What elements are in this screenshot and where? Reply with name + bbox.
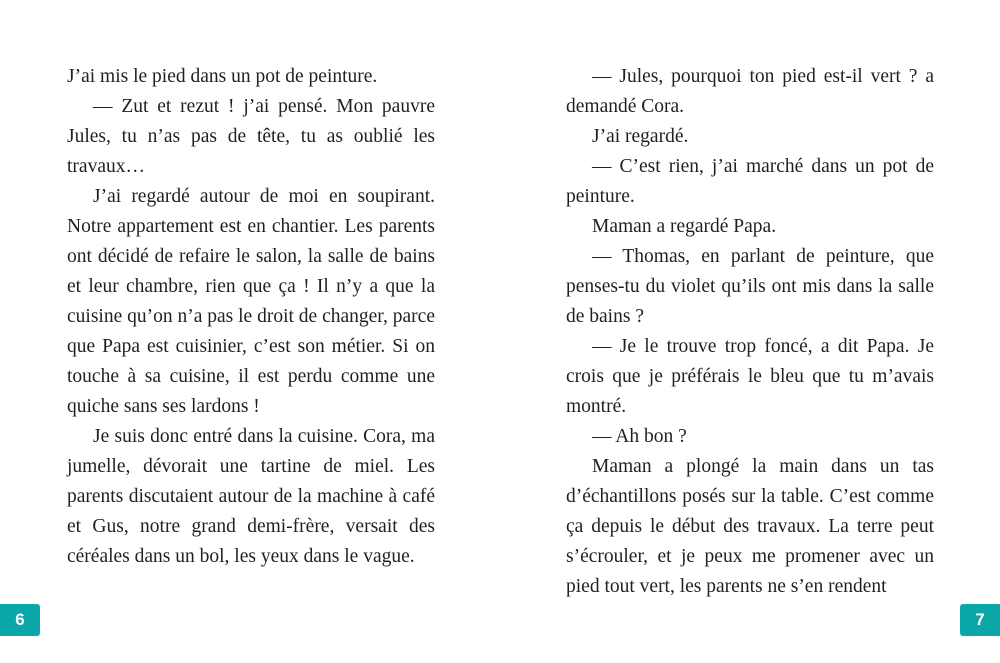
paragraph: — C’est rien, j’ai marché dans un pot de peinture. [566, 156, 934, 207]
paragraph: — Jules, pourquoi ton pied est-il vert ? a demandé Cora. [566, 66, 934, 117]
paragraph: — Ah bon ? [592, 426, 687, 447]
paragraph: J’ai mis le pied dans un pot de peinture. [67, 66, 378, 87]
page-number-right: 7 [960, 604, 1000, 636]
paragraph: Maman a regardé Papa. [592, 216, 777, 237]
paragraph: J’ai regardé. [592, 126, 689, 147]
left-page [67, 62, 435, 572]
paragraph: Je suis donc entré dans la cuisine. Cora, ma jumelle, dévorait une tartine de miel. Les parents discutaient autour de la machine à café et Gus, notre grand demi-frère, versait des céréales dans un bol, les yeux dans le vague. [67, 426, 435, 567]
paragraph: — Thomas, en parlant de peinture, que penses-tu du violet qu’ils ont mis dans la salle de bains ? [566, 246, 934, 327]
paragraph: Maman a plongé la main dans un tas d’échantillons posés sur la table. C’est comme ça depuis le début des travaux. La terre peut s’écrouler, et je peux me promener avec un pied tout vert, les parents ne s’en rendent [566, 456, 934, 597]
right-page [566, 62, 934, 602]
paragraph: — Je le trouve trop foncé, a dit Papa. Je crois que je préférais le bleu que tu m’avais montré. [566, 336, 934, 417]
paragraph: J’ai regardé autour de moi en soupirant. Notre appartement est en chantier. Les parents ont décidé de refaire le salon, la salle de bains et leur chambre, rien que ça ! Il n’y a que la cuisine qu’on n’a pas le droit de changer, parce que Papa est cuisinier, c’est son métier. Si on touche à sa cuisine, il est perdu comme une quiche sans ses lardons ! [67, 186, 435, 417]
paragraph: — Zut et rezut ! j’ai pensé. Mon pauvre Jules, tu n’as pas de tête, tu as oublié les travaux… [67, 96, 435, 177]
page-number-left: 6 [0, 604, 40, 636]
